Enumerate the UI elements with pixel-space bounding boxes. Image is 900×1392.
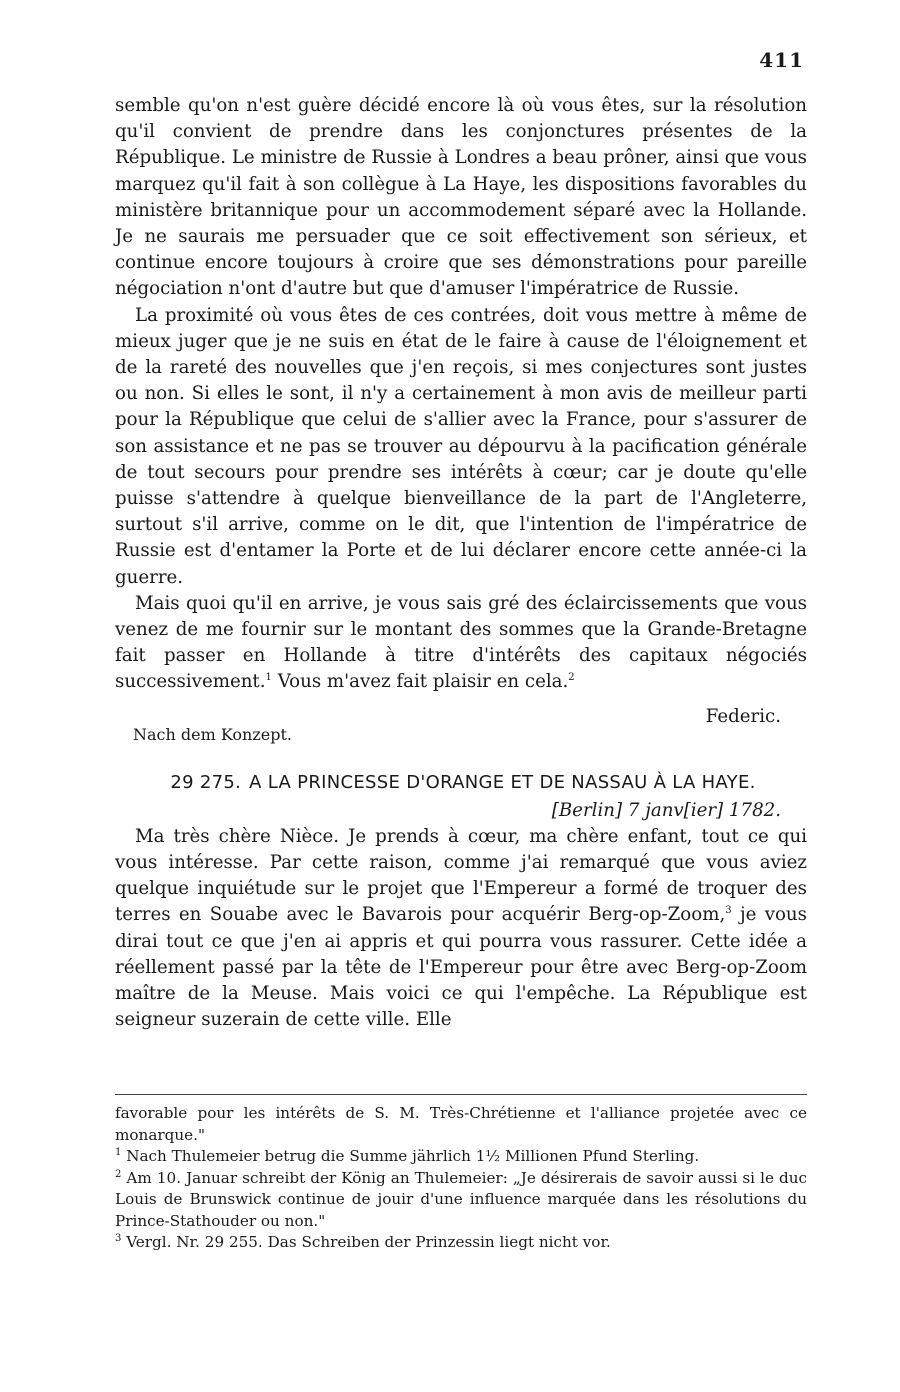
main-text xyxy=(115,93,807,1034)
paragraph-3-tail: Vous m'avez fait plaisir en cela. xyxy=(271,671,569,693)
footnote-2 xyxy=(115,1168,807,1233)
paragraph-1: semble qu'on n'est guère décidé encore là où vous êtes, sur la résolution qu'il convient de prendre dans les conjonctures présentes de la République. Le ministre de Russie à Londres a beau prôner, ainsi que vous marquez qu'il fait à son collègue à La Haye, les dispositions favorables du ministère britannique pour un accommodement séparé avec la Hollande. Je ne saurais me persuader que ce soit effectivement son sérieux, et continue encore toujours à croire que ses démonstrations pour pareille négociation n'ont d'autre but que d'amuser l'impératrice de Russie. xyxy=(115,95,807,300)
closing-row xyxy=(115,698,807,742)
footnote-1-mark: 1 xyxy=(115,1146,122,1158)
footnote-ref-2: 2 xyxy=(568,672,575,684)
letter-heading xyxy=(115,770,807,795)
dateline: [Berlin] 7 janv[ier] 1782. xyxy=(551,799,781,821)
footnote-3-text: Vergl. Nr. 29 255. Das Schreiben der Prinzessin liegt nicht vor. xyxy=(121,1233,611,1251)
footnote-ref-1: 1 xyxy=(265,672,272,684)
footnotes xyxy=(115,1094,807,1254)
footnote-3-mark: 3 xyxy=(115,1232,122,1244)
footnote-1-text: Nach Thulemeier betrug die Summe jährlich 1½ Millionen Pfund Sterling. xyxy=(121,1147,700,1165)
letter-paragraph xyxy=(115,824,807,1034)
letter-number: 29 275. xyxy=(170,771,242,793)
footnote-3 xyxy=(115,1232,807,1254)
footnote-continuation: favorable pour les intérêts de S. M. Très-Chrétienne et l'alliance projetée avec ce monarque." xyxy=(115,1104,807,1144)
paragraph-3-text: Mais quoi qu'il en arrive, je vous sais gré des éclaircissements que vous venez de me fournir sur le montant des sommes que la Grande-Bretagne fait passer en Hollande à titre d'intérêts des capitaux négociés successivement. xyxy=(115,592,807,693)
page-number: 411 xyxy=(759,48,804,72)
footnote-2-mark: 2 xyxy=(115,1168,122,1180)
paragraph-3 xyxy=(115,591,807,696)
signature: Federic. xyxy=(705,705,781,727)
letter-text-b: je vous dirai tout ce que j'en ai appris et qui pourra vous rassurer. Cette idée a réellement passé par la tête de l'Empereur pour être avec Berg-op-Zoom maître de la Meuse. Mais voici ce qui l'empêche. La République est seigneur suzerain de cette ville. Elle xyxy=(115,904,807,1031)
source-note: Nach dem Konzept. xyxy=(133,724,292,744)
footnote-2-text: Am 10. Januar schreibt der König an Thulemeier: „Je désirerais de savoir aussi si le duc Louis de Brunswick continue de jouir d'une influence marquée dans les résolutions du Prince-Stathouder ou non." xyxy=(115,1168,807,1230)
footnote-ref-3: 3 xyxy=(725,905,732,917)
letter-text-a: Ma très chère Nièce. Je prends à cœur, ma chère enfant, tout ce qui vous intéresse. Par cette raison, comme j'ai remarqué que vous aviez quelque inquiétude sur le projet que l'Empereur a formé de troquer des terres en Souabe avec le Bavarois pour acquérir Berg-op-Zoom, xyxy=(115,825,807,926)
footnote-1 xyxy=(115,1146,807,1168)
letter-title: A LA PRINCESSE D'ORANGE ET DE NASSAU À LA HAYE. xyxy=(249,771,756,793)
paragraph-2: La proximité où vous êtes de ces contrées, doit vous mettre à même de mieux juger que je ne suis en état de le faire à cause de l'éloignement et de la rareté des nouvelles que j'en reçois, si mes conjectures sont justes ou non. Si elles le sont, il n'y a certainement à mon avis de meilleur parti pour la République que celui de s'allier avec la France, pour s'assurer de son assistance et ne pas se trouver au dépourvu à la pacification générale de tout secours pour prendre ses intérêts à cœur; car je doute qu'elle puisse s'attendre à quelque bienveillance de la part de l'Angleterre, surtout s'il arrive, comme on le dit, que l'intention de l'impératrice de Russie est d'entamer la Porte et de lui déclarer encore cette année-ci la guerre. xyxy=(115,304,807,588)
